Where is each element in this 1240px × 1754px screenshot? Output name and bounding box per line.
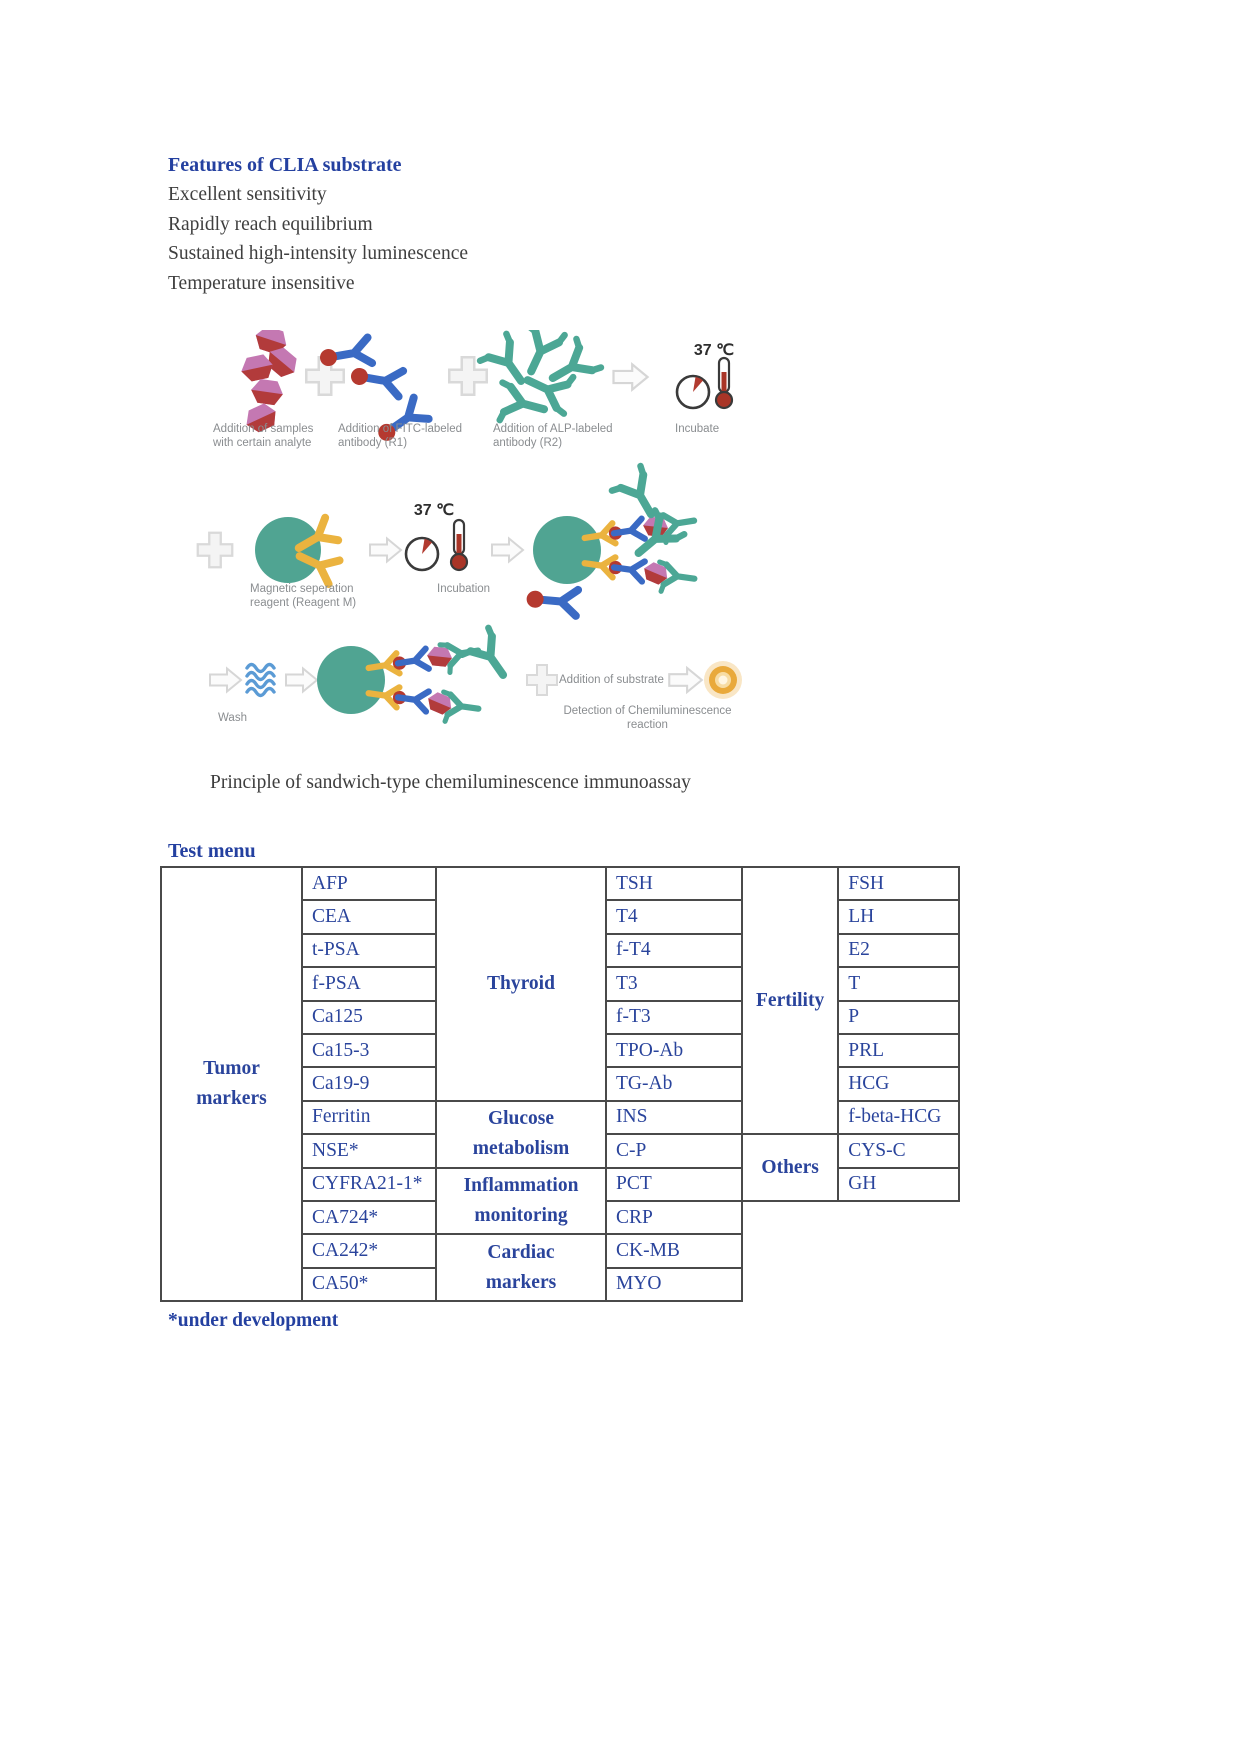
- plus-icon: [527, 665, 557, 695]
- label-addition-samples: Addition of samples with certain analyte: [213, 423, 314, 449]
- test-cell: Ca15-3: [302, 1034, 436, 1067]
- arrow-icon: [614, 364, 648, 389]
- feature-line: Excellent sensitivity: [168, 184, 327, 205]
- test-cell: GH: [838, 1168, 959, 1201]
- plus-icon: [198, 533, 233, 568]
- label-incubation: Incubation: [437, 583, 491, 595]
- luminescence-glow-icon: [704, 661, 742, 699]
- arrow-icon: [286, 669, 317, 692]
- test-cell: f-beta-HCG: [838, 1101, 959, 1134]
- test-cell: CK-MB: [606, 1234, 742, 1267]
- test-cell: CA724*: [302, 1201, 436, 1234]
- label-incubate: Incubate: [675, 423, 720, 435]
- immunoassay-diagram: [185, 330, 770, 742]
- test-cell: T4: [606, 900, 742, 933]
- test-cell: FSH: [838, 867, 959, 900]
- immunoassay-diagram-graphics: [185, 330, 770, 742]
- clock-icon: [677, 376, 709, 408]
- test-cell: CYS-C: [838, 1134, 959, 1167]
- label-detection: Detection of Chemiluminescence reaction: [563, 705, 732, 731]
- temperature-label: 37 ℃: [413, 502, 455, 519]
- features-section: [168, 150, 468, 298]
- test-cell: INS: [606, 1101, 742, 1134]
- test-menu-table: [160, 866, 960, 1302]
- test-cell: MYO: [606, 1268, 742, 1301]
- arrow-icon: [492, 539, 523, 562]
- alp-antibody-icon: [476, 330, 601, 430]
- category-fertility: Fertility: [742, 867, 838, 1134]
- category-inflammation-monitoring: Inflammation monitoring: [436, 1168, 606, 1235]
- category-thyroid: Thyroid: [436, 867, 606, 1101]
- feature-line: Sustained high-intensity luminescence: [168, 243, 469, 264]
- label-fitc-antibody: Addition of FITC-labeled antibody (R1): [338, 423, 463, 449]
- clock-icon: [406, 538, 438, 570]
- test-cell: HCG: [838, 1067, 959, 1100]
- thermometer-icon: [716, 358, 732, 408]
- footnote: *under development: [168, 1310, 339, 1331]
- test-cell: t-PSA: [302, 934, 436, 967]
- label-alp-antibody: Addition of ALP-labeled antibody (R2): [493, 423, 613, 449]
- test-menu-heading: Test menu: [168, 840, 256, 862]
- test-cell: TG-Ab: [606, 1067, 742, 1100]
- test-cell: CRP: [606, 1201, 742, 1234]
- immune-complex-icon: [317, 628, 515, 726]
- arrow-icon: [210, 669, 241, 692]
- test-cell: T: [838, 967, 959, 1000]
- analyte-sample-icon: [239, 330, 302, 436]
- label-magnetic-reagent: Magnetic seperation reagent (Reagent M): [250, 583, 357, 609]
- test-cell: CYFRA21-1*: [302, 1168, 436, 1201]
- test-cell: CA242*: [302, 1234, 436, 1267]
- test-cell: f-T3: [606, 1001, 742, 1034]
- test-cell: Ca125: [302, 1001, 436, 1034]
- category-others: Others: [742, 1134, 838, 1201]
- label-addition-substrate: Addition of substrate: [559, 674, 664, 686]
- test-cell: f-T4: [606, 934, 742, 967]
- immune-complex-icon: [526, 466, 697, 616]
- test-cell: NSE*: [302, 1134, 436, 1167]
- test-cell: PRL: [838, 1034, 959, 1067]
- test-cell: CA50*: [302, 1268, 436, 1301]
- category-glucose-metabolism: Glucose metabolism: [436, 1101, 606, 1168]
- test-cell: LH: [838, 900, 959, 933]
- arrow-icon: [370, 539, 401, 562]
- category-tumor-markers: Tumor markers: [161, 867, 302, 1301]
- magnetic-bead-icon: [255, 517, 340, 584]
- test-cell: Ca19-9: [302, 1067, 436, 1100]
- test-cell: TPO-Ab: [606, 1034, 742, 1067]
- section-heading: Features of CLIA substrate: [168, 154, 402, 176]
- wash-waves-icon: [247, 665, 274, 696]
- label-wash: Wash: [218, 712, 247, 724]
- test-cell: T3: [606, 967, 742, 1000]
- test-cell: P: [838, 1001, 959, 1034]
- feature-line: Rapidly reach equilibrium: [168, 213, 373, 235]
- test-cell: C-P: [606, 1134, 742, 1167]
- test-cell: Ferritin: [302, 1101, 436, 1134]
- test-cell: E2: [838, 934, 959, 967]
- diagram-caption: Principle of sandwich-type chemiluminescence immunoassay: [210, 772, 691, 793]
- feature-line: Temperature insensitive: [168, 272, 355, 294]
- test-cell: CEA: [302, 900, 436, 933]
- test-cell: AFP: [302, 867, 436, 900]
- thermometer-icon: [451, 520, 467, 570]
- test-cell: PCT: [606, 1168, 742, 1201]
- test-cell: f-PSA: [302, 967, 436, 1000]
- table-row: [161, 867, 959, 900]
- test-cell: TSH: [606, 867, 742, 900]
- temperature-label: 37 ℃: [693, 342, 735, 359]
- category-cardiac-markers: Cardiac markers: [436, 1234, 606, 1301]
